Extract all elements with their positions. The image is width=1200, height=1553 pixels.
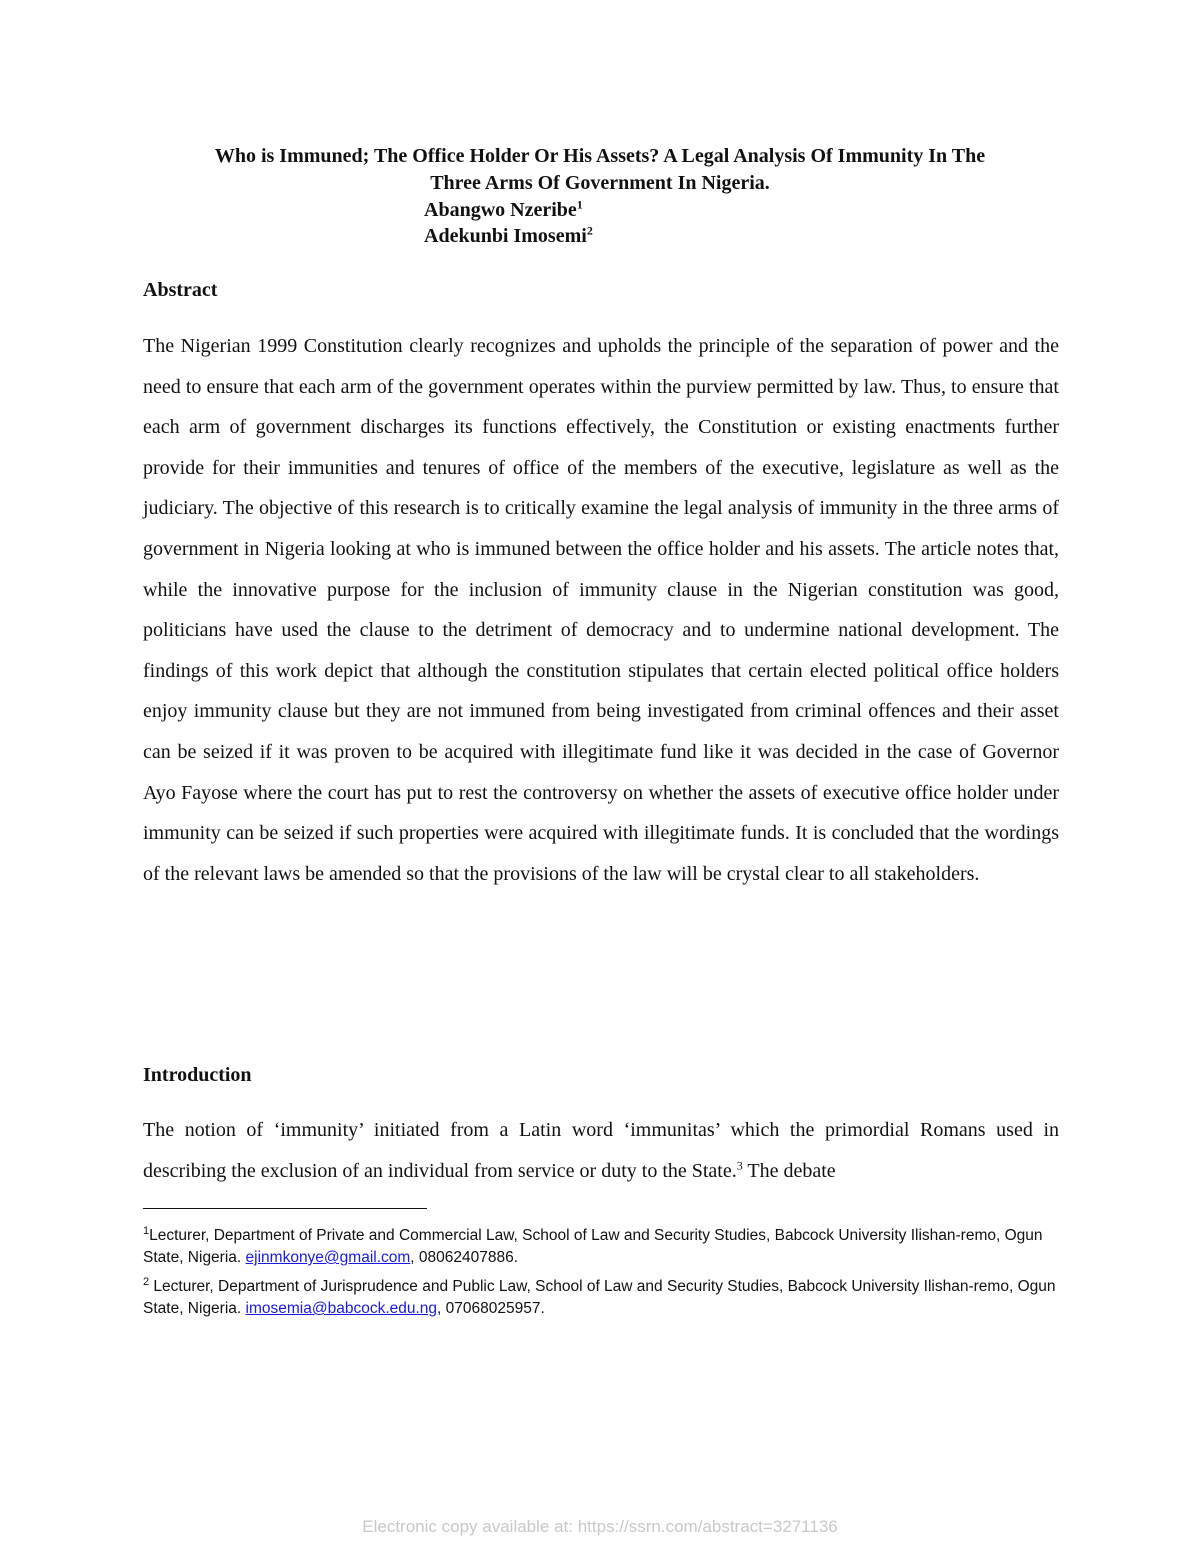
introduction-footnote-mark: 3 bbox=[736, 1157, 743, 1172]
introduction-text-body: The notion of ‘immunity’ initiated from a Latin word ‘immunitas’ which the primordial Romans used in describing the exclusion of an individual from service or duty to the State. bbox=[143, 1119, 1059, 1182]
author-1-name: Abangwo Nzeribe bbox=[424, 199, 577, 221]
paper-title-line-1: Who is Immuned; The Office Holder Or His Assets? A Legal Analysis Of Immunity In The bbox=[214, 145, 986, 167]
author-1 bbox=[424, 197, 583, 224]
ssrn-footer: Electronic copy available at: https://ssrn.com/abstract=3271136 bbox=[362, 1517, 838, 1536]
footnote-2-mark: 2 bbox=[143, 1275, 150, 1288]
footnote-1-tail: , 08062407886. bbox=[410, 1249, 519, 1266]
author-2 bbox=[424, 223, 593, 250]
footnote-2-tail: , 07068025957. bbox=[437, 1300, 545, 1317]
footnote-1 bbox=[143, 1225, 1063, 1269]
introduction-text-tail: The debate bbox=[742, 1159, 836, 1182]
paper-title-line-2: Three Arms Of Government In Nigeria. bbox=[430, 172, 770, 194]
abstract-text: The Nigerian 1999 Constitution clearly recognizes and upholds the principle of the separation of power and the need to ensure that each arm of the government operates within the purview permitted by law. Thus, to ensure that each arm of government discharges its functions effectively, the Constitution or existing enactments further provide for their immunities and tenures of office of the members of the executive, legislature as well as the judiciary. The objective of this research is to critically examine the legal analysis of immunity in the three arms of government in Nigeria looking at who is immuned between the office holder and his assets. The article notes that, while the innovative purpose for the inclusion of immunity clause in the Nigerian constitution was good, politicians have used the clause to the detriment of democracy and to undermine national development. The findings of this work depict that although the constitution stipulates that certain elected political office holders enjoy immunity clause but they are not immuned from being investigated from criminal offences and their asset can be seized if it was proven to be acquired with illegitimate fund like it was decided in the case of Governor Ayo Fayose where the court has put to rest the controversy on whether the assets of executive office holder under immunity can be seized if such properties were acquired with illegitimate funds. It is concluded that the wordings of the relevant laws be amended so that the provisions of the law will be crystal clear to all stakeholders. bbox=[143, 335, 1059, 885]
footnote-1-email-link[interactable]: ejinmkonye@gmail.com bbox=[245, 1249, 411, 1266]
author-2-footnote-mark: 2 bbox=[586, 223, 593, 238]
abstract-heading: Abstract bbox=[143, 279, 218, 301]
footnote-1-text: Lecturer, Department of Private and Commercial Law, School of Law and Security Studies, Babcock University Ilishan-remo, Ogun State, Nigeria. bbox=[143, 1227, 1043, 1266]
footnote-2-email-link[interactable]: imosemia@babcock.edu.ng bbox=[245, 1300, 438, 1317]
introduction-text bbox=[143, 1110, 1059, 1191]
footnote-2-text: Lecturer, Department of Jurisprudence and Public Law, School of Law and Security Studies, Babcock University Ilishan-remo, Ogun State, Nigeria. bbox=[143, 1278, 1056, 1317]
author-2-name: Adekunbi Imosemi bbox=[424, 225, 587, 247]
author-1-footnote-mark: 1 bbox=[576, 197, 583, 212]
footnote-separator bbox=[143, 1208, 427, 1209]
footnote-1-mark: 1 bbox=[143, 1224, 150, 1237]
footnote-2 bbox=[143, 1276, 1063, 1320]
introduction-heading: Introduction bbox=[143, 1064, 252, 1086]
